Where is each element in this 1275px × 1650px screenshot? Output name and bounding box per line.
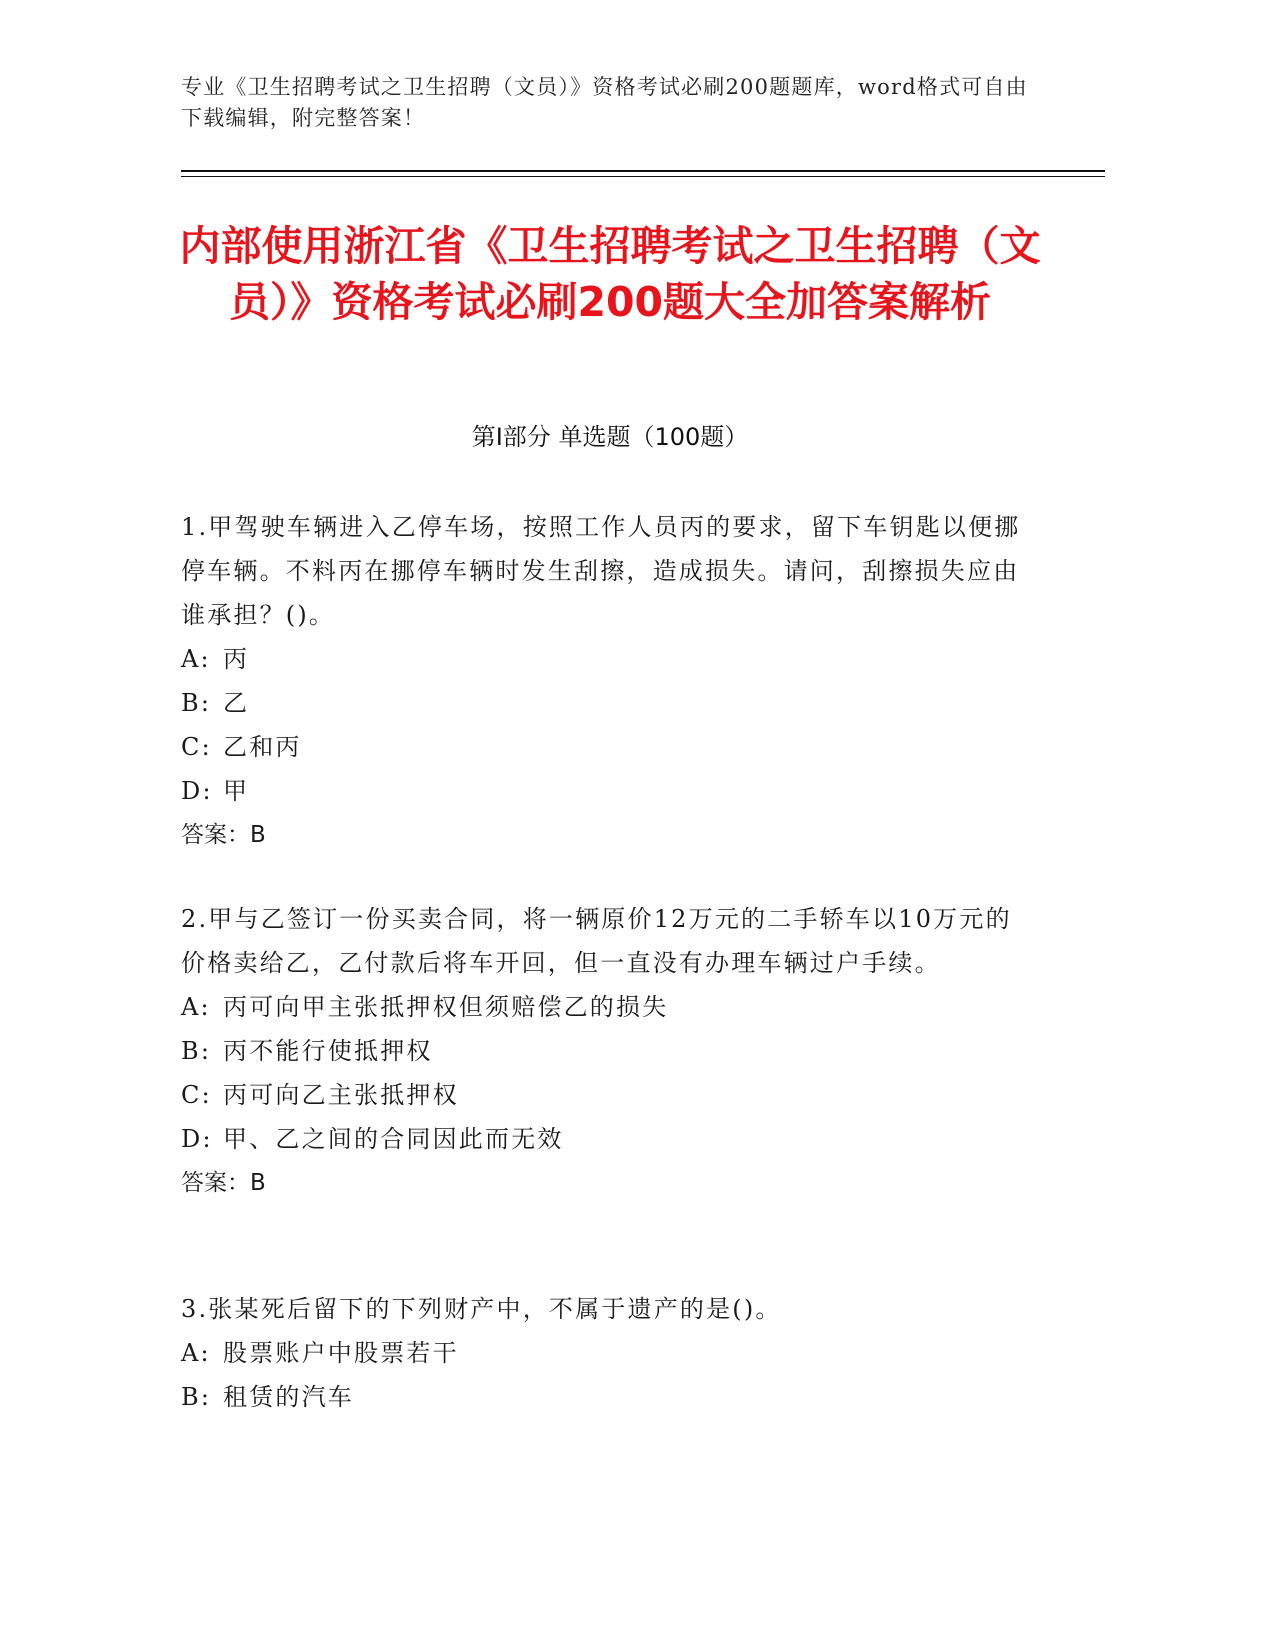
option-letter: C: <box>181 1081 212 1109</box>
option-text: 丙可向甲主张抵押权但须赔偿乙的损失 <box>223 993 669 1021</box>
option-letter: C: <box>181 733 212 761</box>
section-heading: 第Ⅰ部分 单选题（100题） <box>471 423 749 451</box>
option-letter: A: <box>181 645 211 673</box>
option-text: 甲、乙之间的合同因此而无效 <box>223 1125 564 1153</box>
option-d <box>181 1117 1026 1161</box>
question-stem: 3.张某死后留下的下列财产中，不属于遗产的是()。 <box>181 1295 782 1323</box>
option-c <box>181 1073 1026 1117</box>
option-text: 丙不能行使抵押权 <box>223 1037 433 1065</box>
option-letter: A: <box>181 993 211 1021</box>
answer-line: 答案：B <box>181 1170 266 1196</box>
option-a <box>181 985 1026 1029</box>
option-text: 租赁的汽车 <box>223 1383 354 1411</box>
document-title: 内部使用浙江省《卫生招聘考试之卫生招聘（文员）》资格考试必刷200题大全加答案解析 <box>179 222 1041 326</box>
header-rule-thin <box>181 176 1105 177</box>
option-letter: D: <box>181 1125 213 1153</box>
option-d <box>181 769 1026 813</box>
option-letter: D: <box>181 777 213 805</box>
option-letter: B: <box>181 1383 212 1411</box>
question-stem: 2.甲与乙签订一份买卖合同，将一辆原价12万元的二手轿车以10万元的价格卖给乙，乙付款后将车开回，但一直没有办理车辆过户手续。 <box>181 905 1012 977</box>
option-letter: B: <box>181 689 212 717</box>
option-text: 乙和丙 <box>223 733 302 761</box>
answer-line: 答案：B <box>181 822 266 848</box>
option-c <box>181 725 1026 769</box>
option-text: 乙 <box>223 689 250 717</box>
option-text: 股票账户中股票若干 <box>223 1339 459 1367</box>
header-rule-thick <box>181 170 1105 172</box>
option-b <box>181 1375 1026 1419</box>
header-note: 专业《卫生招聘考试之卫生招聘（文员）》资格考试必刷200题题库，word格式可自由下载编辑，附完整答案！ <box>181 75 1028 130</box>
option-a <box>181 1331 1026 1375</box>
option-b <box>181 1029 1026 1073</box>
option-b <box>181 681 1026 725</box>
option-text: 丙可向乙主张抵押权 <box>223 1081 459 1109</box>
question-1 <box>181 505 1026 857</box>
option-text: 丙 <box>223 645 250 673</box>
option-a <box>181 637 1026 681</box>
question-stem: 1.甲驾驶车辆进入乙停车场，按照工作人员丙的要求，留下车钥匙以便挪停车辆。不料丙在挪停车辆时发生刮擦，造成损失。请问，刮擦损失应由谁承担？()。 <box>181 513 1021 629</box>
option-text: 甲 <box>223 777 250 805</box>
question-2 <box>181 897 1026 1205</box>
question-3 <box>181 1287 1026 1419</box>
option-letter: A: <box>181 1339 211 1367</box>
option-letter: B: <box>181 1037 212 1065</box>
